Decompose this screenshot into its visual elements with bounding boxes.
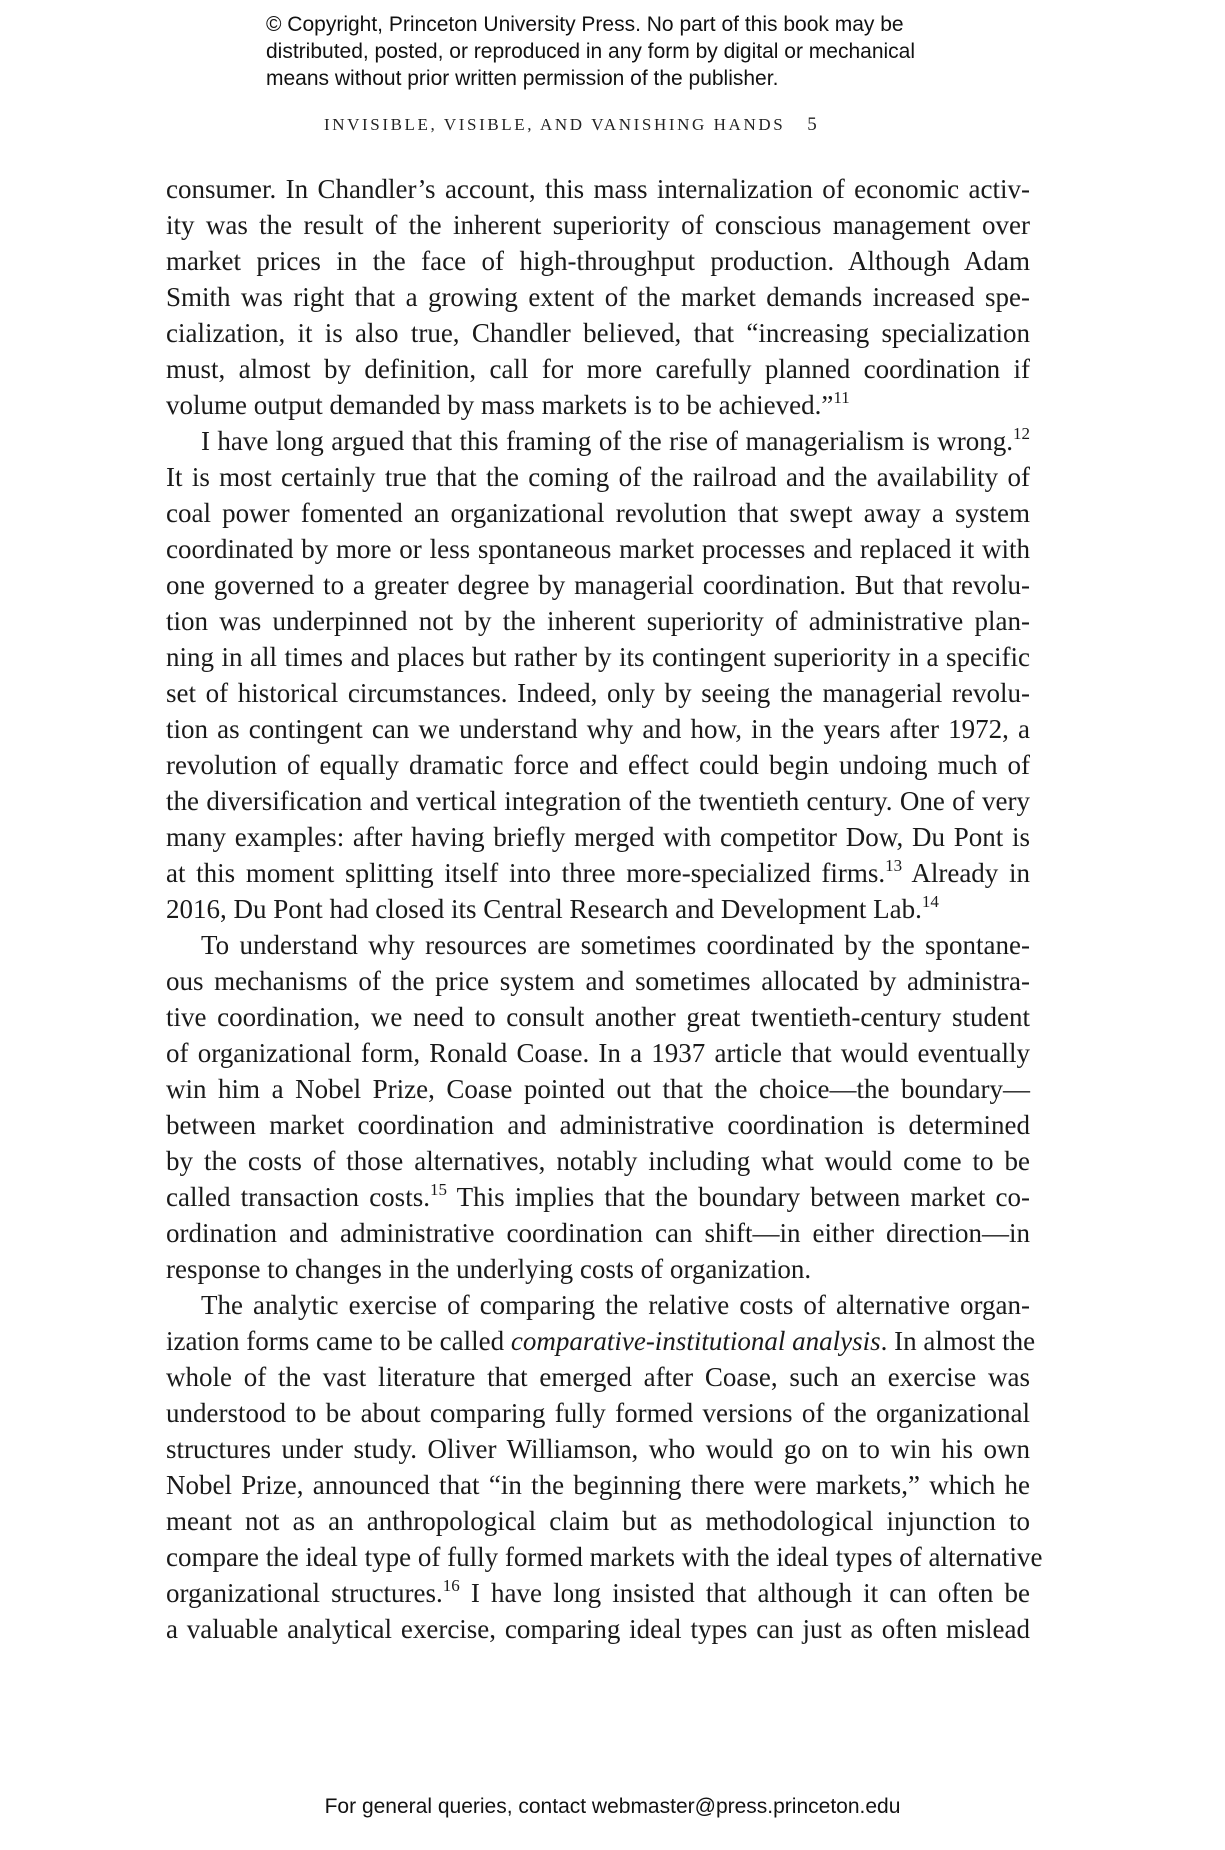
text-line: by the costs of those alternatives, notably including what would come to be (166, 1146, 1030, 1176)
text-line (166, 855, 1030, 891)
text-line (166, 423, 1030, 459)
text-line: consumer. In Chandler’s account, this mass internalization of economic activ- (166, 174, 1030, 204)
text-line: ning in all times and places but rather by its contingent superiority in a specific (166, 642, 1030, 672)
text-line: coal power fomented an organizational revolution that swept away a system (166, 498, 1030, 528)
text-line: ous mechanisms of the price system and sometimes allocated by administra- (166, 966, 1030, 996)
footnote-ref[interactable]: 12 (1013, 424, 1030, 443)
copyright-line: © Copyright, Princeton University Press. No part of this book may be (266, 13, 904, 36)
footer-contact: For general queries, contact webmaster@press.princeton.edu (324, 1795, 901, 1818)
text-line: tive coordination, we need to consult another great twentieth-century student (166, 1002, 1030, 1032)
text-line: structures under study. Oliver Williamson, who would go on to win his own (166, 1434, 1030, 1464)
footnote-ref[interactable]: 14 (921, 892, 939, 911)
running-head-title: INVISIBLE, VISIBLE, AND VANISHING HANDS (324, 115, 786, 134)
text-line (166, 1323, 1036, 1359)
copyright-line: means without prior written permission of the publisher. (266, 67, 779, 90)
text-line: tion was underpinned not by the inherent superiority of administrative plan- (166, 606, 1030, 636)
copyright-notice (266, 11, 1026, 92)
text-line: The analytic exercise of comparing the relative costs of alternative organ- (201, 1290, 1030, 1320)
text-line (166, 891, 1030, 927)
text-line: coordinated by more or less spontaneous market processes and replaced it with (166, 534, 1030, 564)
body-text (166, 171, 1043, 1647)
page-number: 5 (807, 114, 817, 135)
text-line: Nobel Prize, announced that “in the beginning there were markets,” which he (166, 1470, 1030, 1500)
text-line: win him a Nobel Prize, Coase pointed out that the choice—the boundary— (166, 1074, 1030, 1104)
text-line: meant not as an anthropological claim but as methodological injunction to (166, 1506, 1030, 1536)
text-line (166, 1179, 1030, 1215)
text-run: volume output demanded by mass markets is to be achieved.” (166, 390, 834, 420)
footnote-ref[interactable]: 13 (885, 856, 903, 875)
text-line: compare the ideal type of fully formed markets with the ideal types of alternative (166, 1542, 1043, 1572)
text-line: understood to be about comparing fully formed versions of the organizational (166, 1398, 1030, 1428)
text-run: at this moment splitting itself into three more-specialized firms. (166, 858, 886, 888)
text-run: organizational structures. (166, 1578, 443, 1608)
text-run: I have long argued that this framing of the rise of managerialism is wrong. (201, 426, 1013, 456)
text-run: called transaction costs. (166, 1182, 430, 1212)
footnote-ref[interactable]: 15 (429, 1180, 447, 1199)
running-head (324, 114, 817, 136)
text-line: tion as contingent can we understand why and how, in the years after 1972, a (166, 714, 1030, 744)
text-run: 2016, Du Pont had closed its Central Research and Development Lab. (166, 894, 922, 924)
text-line: the diversification and vertical integration of the twentieth century. One of very (166, 786, 1030, 816)
text-line: revolution of equally dramatic force and effect could begin undoing much of (166, 750, 1030, 780)
text-line: whole of the vast literature that emerged after Coase, such an exercise was (166, 1362, 1030, 1392)
text-line: Smith was right that a growing extent of the market demands increased spe- (166, 282, 1030, 312)
text-line: ity was the result of the inherent superiority of conscious management over (166, 210, 1030, 240)
text-run: Already in (902, 858, 1030, 888)
text-line: one governed to a greater degree by managerial coordination. But that revolu- (166, 570, 1030, 600)
italic-term: comparative-institutional analysis (510, 1326, 881, 1356)
text-line: many examples: after having briefly merged with competitor Dow, Du Pont is (166, 822, 1030, 852)
text-line: set of historical circumstances. Indeed, only by seeing the managerial revolu- (166, 678, 1030, 708)
text-run: ization forms came to be called (166, 1326, 511, 1356)
text-line: It is most certainly true that the coming of the railroad and the availability of (166, 462, 1030, 492)
text-line (166, 1575, 1030, 1611)
text-line: response to changes in the underlying costs of organization. (166, 1254, 812, 1284)
text-line: of organizational form, Ronald Coase. In a 1937 article that would eventually (166, 1038, 1030, 1068)
text-line: cialization, it is also true, Chandler believed, that “increasing specialization (166, 318, 1030, 348)
copyright-line: distributed, posted, or reproduced in any form by digital or mechanical (266, 40, 916, 63)
text-run: This implies that the boundary between market co- (446, 1182, 1030, 1212)
text-line: a valuable analytical exercise, comparing ideal types can just as often mislead (166, 1614, 1030, 1644)
text-run: I have long insisted that although it can often be (459, 1578, 1030, 1608)
text-line: ordination and administrative coordination can shift—in either direction—in (166, 1218, 1030, 1248)
text-line: between market coordination and administrative coordination is determined (166, 1110, 1030, 1140)
text-run: . In almost the (880, 1326, 1036, 1356)
footnote-ref[interactable]: 16 (442, 1576, 460, 1595)
text-line: must, almost by definition, call for more carefully planned coordination if (166, 354, 1030, 384)
text-line: To understand why resources are sometimes coordinated by the spontane- (201, 930, 1030, 960)
text-line (166, 387, 1030, 423)
text-line: market prices in the face of high-throughput production. Although Adam (166, 246, 1030, 276)
footnote-ref[interactable]: 11 (833, 388, 850, 407)
